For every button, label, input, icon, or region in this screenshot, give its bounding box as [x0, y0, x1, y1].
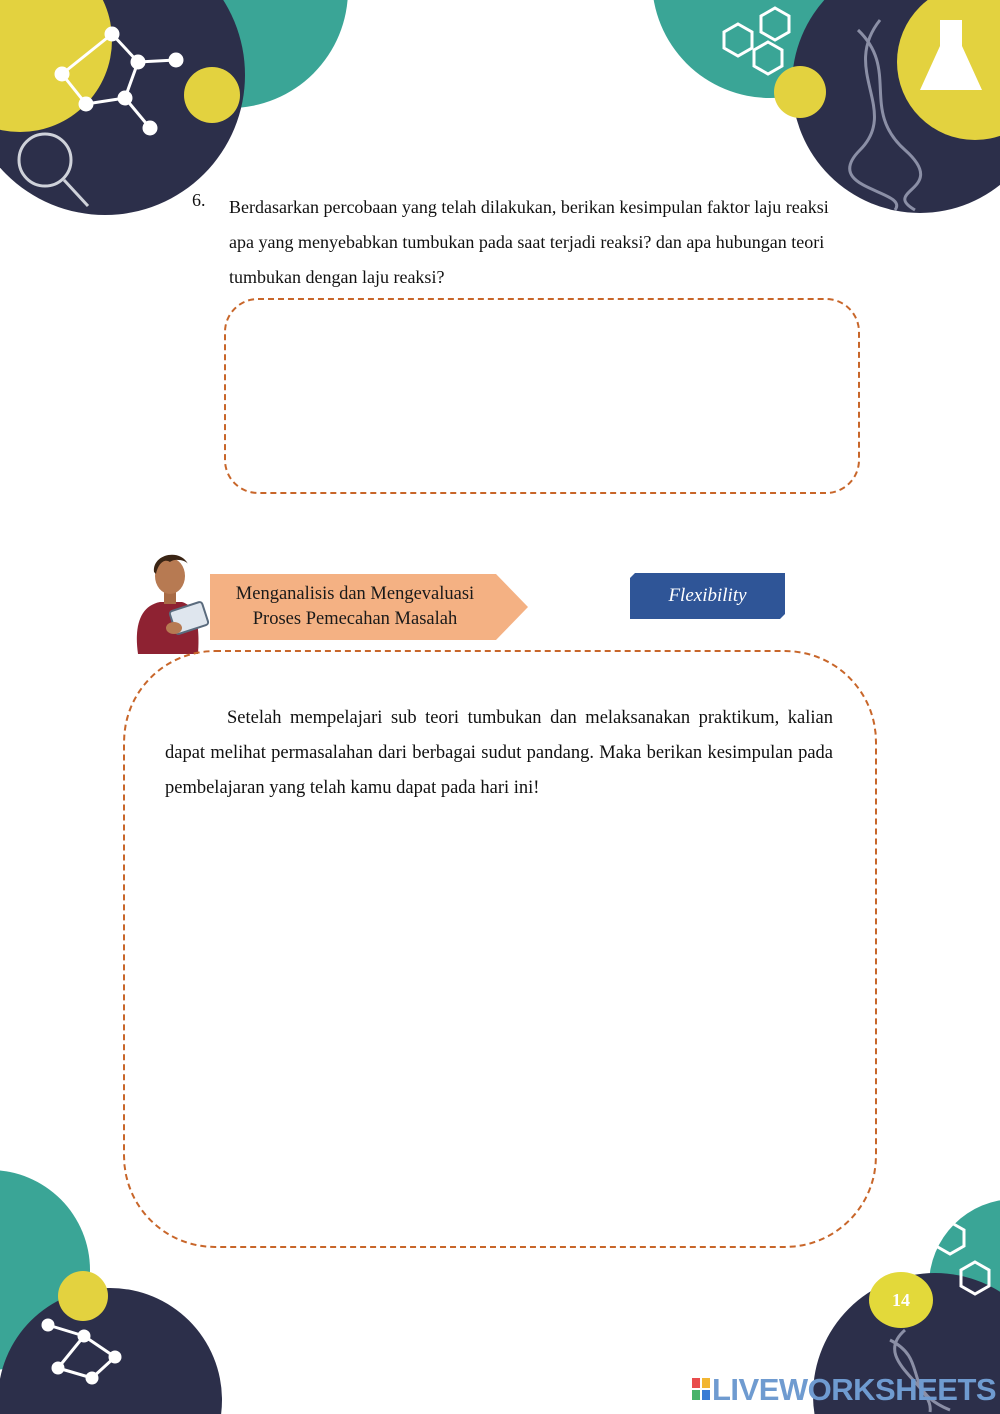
conclusion-instruction: Setelah mempelajari sub teori tumbukan dan melaksanakan praktikum, kalian dapat melihat permasalahan dari berbagai sudut pandang. Maka berikan kesimpulan pada pembelajaran yang telah kamu dapat pada hari ini! [165, 708, 833, 798]
brand-name: LIVEWORKSHEETS [712, 1372, 997, 1407]
skill-label: Flexibility [668, 585, 747, 606]
top-right-decoration [652, 0, 1000, 213]
student-with-tablet-icon [130, 546, 210, 654]
task-banner [210, 574, 530, 640]
answer-box-question-6[interactable] [224, 298, 860, 494]
task-label: Menganalisis dan Mengevaluasi Proses Pemecahan Masalah [235, 584, 475, 629]
question-text: Berdasarkan percobaan yang telah dilakukan, berikan kesimpulan faktor laju reaksi apa yang menyebabkan tumbukan pada saat terjadi reaksi? dan apa hubungan teori tumbukan dengan laju reaksi? [229, 197, 829, 287]
page-number: 14 [869, 1272, 933, 1328]
brand-mark-icon [692, 1378, 710, 1400]
top-left-decoration [0, 0, 348, 215]
question-number: 6. [192, 190, 206, 210]
skill-tag [630, 573, 785, 619]
